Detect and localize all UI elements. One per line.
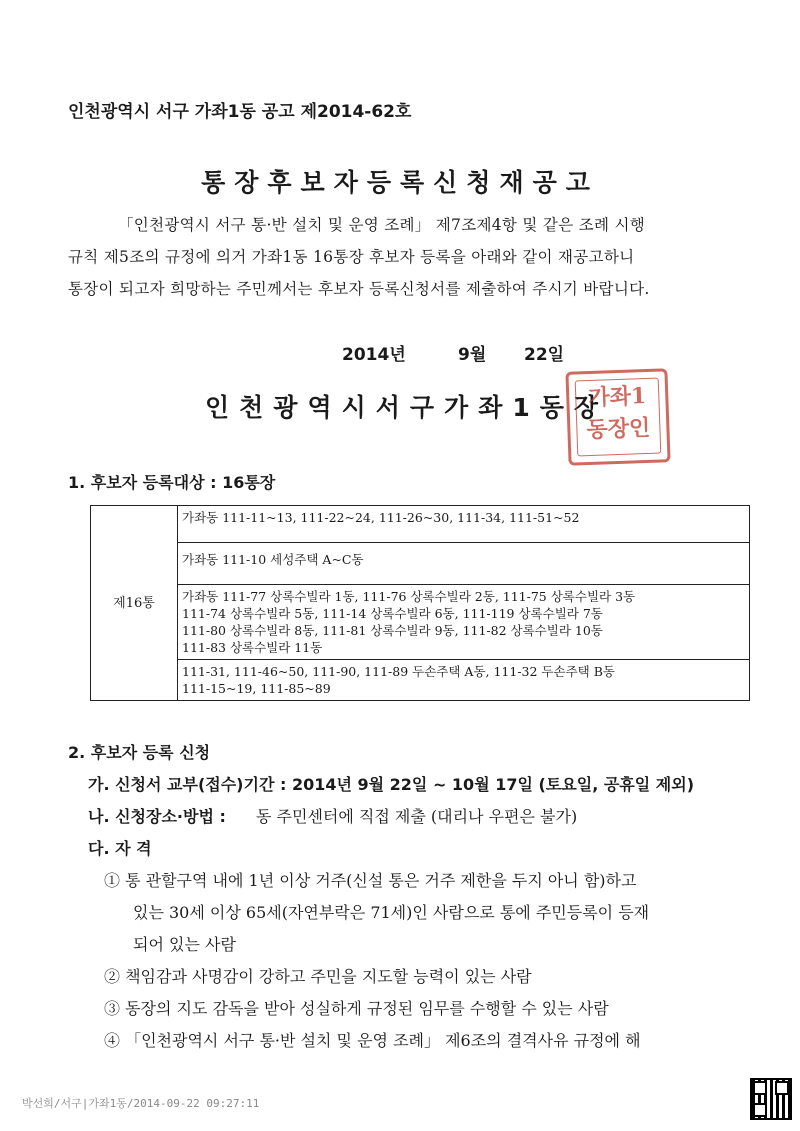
application-method-label: 나. 신청장소·방법 : [88, 807, 226, 826]
qualifications-label: 다. 자 격 [88, 839, 152, 858]
qr-corner [753, 1081, 767, 1095]
intro-line-2: 규칙 제5조의 규정에 의거 가좌1동 16통장 후보자 등록을 아래와 같이 재공고하니 [68, 248, 635, 266]
application-method-value: 동 주민센터에 직접 제출 (대리나 우편은 불가) [256, 807, 578, 826]
notice-number: 인천광역시 서구 가좌1동 공고 제2014-62호 [68, 102, 412, 122]
cell-line: 111-31, 111-46~50, 111-90, 111-89 두손주택 A동, 111-32 두손주택 B동 [182, 664, 615, 679]
area-table [90, 505, 750, 701]
section1-heading: 1. 후보자 등록대상 : 16통장 [68, 473, 276, 492]
section2-heading: 2. 후보자 등록 신청 [68, 743, 211, 762]
qualification-item-1-cont2: 되어 있는 사람 [133, 935, 236, 954]
official-seal-stamp [565, 368, 670, 466]
qr-code-icon [750, 1078, 792, 1120]
qualification-item-3: ③ 동장의 지도 감독을 받아 성실하게 규정된 임무를 수행할 수 있는 사람 [104, 999, 609, 1018]
page-title: 통장후보자등록신청재공고 [201, 168, 599, 197]
cell-line: 111-80 상록수빌라 8동, 111-81 상록수빌라 9동, 111-82 상록수빌라 10동 [182, 623, 603, 638]
table-cell [178, 660, 750, 701]
cell-line: 111-15~19, 111-85~89 [182, 681, 331, 696]
table-cell [178, 585, 750, 660]
table-cell [178, 543, 750, 585]
table-row [91, 585, 750, 660]
print-footer: 박선희/서구|가좌1동/2014-09-22 09:27:11 [22, 1097, 260, 1110]
qualification-item-2: ② 책임감과 사명감이 강하고 주민을 지도할 능력이 있는 사람 [104, 967, 532, 986]
cell-line: 111-74 상록수빌라 5동, 111-14 상록수빌라 6동, 111-119 상록수빌라 7동 [182, 606, 603, 621]
qualification-item-1: ① 통 관할구역 내에 1년 이상 거주(신설 통은 거주 제한을 두지 아니 함)하고 [104, 871, 637, 890]
qr-corner [775, 1081, 789, 1095]
qualification-item-4: ④ 「인천광역시 서구 통·반 설치 및 운영 조례」 제6조의 결격사유 규정에 해 [104, 1031, 641, 1050]
cell-line: 111-83 상록수빌라 11동 [182, 640, 323, 655]
table-row [91, 660, 750, 701]
qualification-item-1-cont: 있는 30세 이상 65세(자연부락은 71세)인 사람으로 통에 주민등록이 등재 [133, 903, 650, 922]
application-period: 가. 신청서 교부(접수)기간 : 2014년 9월 22일 ~ 10월 17일 (토요일, 공휴일 제외) [88, 775, 695, 794]
issuer-name: 인천광역시서구가좌1동장 [205, 393, 609, 422]
cell-line: 가좌동 111-10 세성주택 A~C동 [182, 552, 364, 567]
date-day: 22일 [524, 345, 565, 365]
cell-line: 가좌동 111-11~13, 111-22~24, 111-26~30, 111-34, 111-51~52 [182, 510, 580, 525]
intro-line-1: 「인천광역시 서구 통·반 설치 및 운영 조례」 제7조제4항 및 같은 조례 시행 [118, 216, 646, 234]
tong-label: 제16통 [91, 506, 178, 701]
table-row [91, 506, 750, 543]
intro-line-3: 통장이 되고자 희망하는 주민께서는 후보자 등록신청서를 제출하여 주시기 바랍니다. [68, 280, 650, 298]
table-row [91, 543, 750, 585]
seal-text-2: 동장인 [586, 414, 651, 444]
table-cell [178, 506, 750, 543]
seal-text-1: 가좌1 [587, 383, 647, 412]
qr-corner [753, 1103, 767, 1117]
cell-line: 가좌동 111-77 상록수빌라 1동, 111-76 상록수빌라 2동, 111-75 상록수빌라 3동 [182, 589, 636, 604]
date-year: 2014년 [342, 345, 406, 365]
date-month: 9월 [458, 345, 487, 365]
